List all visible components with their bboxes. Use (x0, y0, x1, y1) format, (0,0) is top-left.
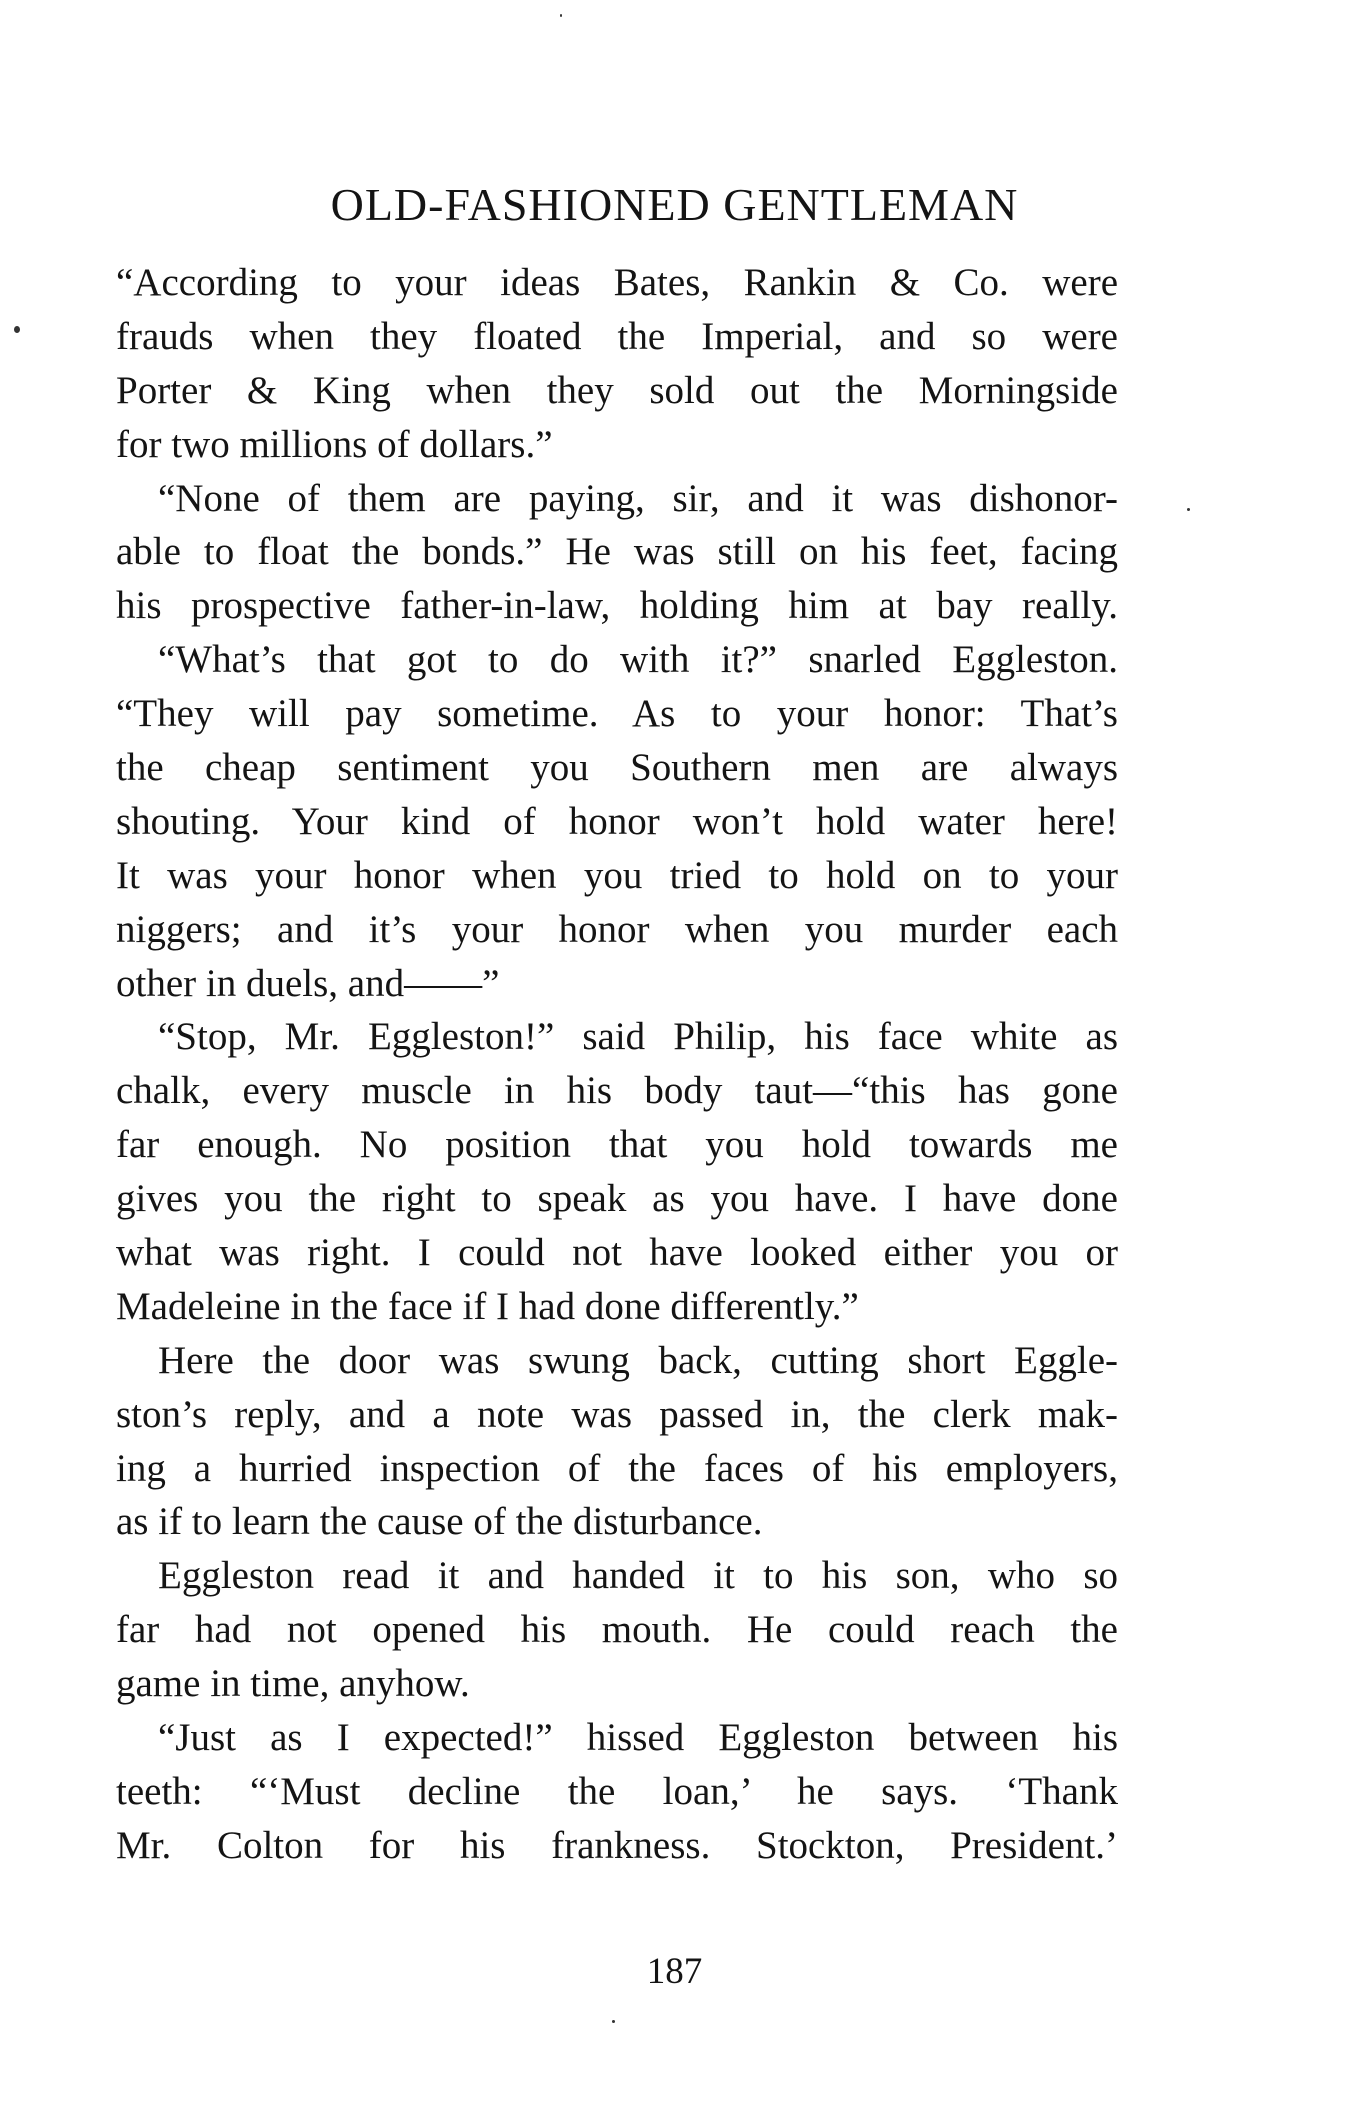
scan-speck (560, 14, 562, 17)
text-line: far had not opened his mouth. He could reach the (116, 1608, 1118, 1652)
text-line: “They will pay sometime. As to your honor: That’s (116, 692, 1118, 736)
text-line: ston’s reply, and a note was passed in, the clerk mak- (116, 1392, 1118, 1436)
text-line: able to float the bonds.” He was still on his feet, facing (116, 530, 1118, 574)
text-line: for two millions of dollars.” (116, 422, 553, 466)
text-line: “According to your ideas Bates, Rankin & Co. were (116, 261, 1118, 304)
body-text (116, 256, 1118, 1873)
text-line: “Just as I expected!” hissed Eggleston between his (158, 1716, 1118, 1760)
text-line: the cheap sentiment you Southern men are always (116, 746, 1118, 790)
text-line: “Stop, Mr. Eggleston!” said Philip, his face white as (158, 1015, 1118, 1059)
text-line: frauds when they floated the Imperial, and so were (116, 314, 1118, 358)
text-line: game in time, anyhow. (116, 1662, 470, 1706)
text-line: niggers; and it’s your honor when you murder each (116, 907, 1118, 951)
text-line: “What’s that got to do with it?” snarled Eggleston. (158, 638, 1118, 682)
scan-speck (14, 326, 20, 333)
text-line: “None of them are paying, sir, and it was dishonor- (158, 476, 1118, 520)
text-line: It was your honor when you tried to hold on to your (116, 853, 1118, 897)
text-line: chalk, every muscle in his body taut—“this has gone (116, 1069, 1118, 1113)
text-line: Here the door was swung back, cutting short Eggle- (158, 1338, 1118, 1382)
text-line: what was right. I could not have looked either you or (116, 1231, 1118, 1275)
text-line: his prospective father-in-law, holding him at bay really. (116, 584, 1118, 628)
text-line: Madeleine in the face if I had done differently.” (116, 1284, 859, 1328)
scan-speck (1187, 508, 1190, 511)
text-line: Eggleston read it and handed it to his son, who so (158, 1554, 1118, 1598)
text-line: Mr. Colton for his frankness. Stockton, President.’ (116, 1823, 1118, 1867)
text-line: teeth: “‘Must decline the loan,’ he says. ‘Thank (116, 1769, 1118, 1813)
running-head: OLD-FASHIONED GENTLEMAN (330, 179, 1019, 230)
text-line: far enough. No position that you hold towards me (116, 1123, 1118, 1167)
page-number: 187 (646, 1951, 703, 1992)
text-line: as if to learn the cause of the disturbance. (116, 1500, 763, 1544)
text-line: other in duels, and——” (116, 961, 500, 1005)
text-line: shouting. Your kind of honor won’t hold water here! (116, 799, 1118, 843)
scan-speck (612, 2020, 615, 2023)
text-line: Porter & King when they sold out the Morningside (116, 368, 1118, 412)
text-line: gives you the right to speak as you have. I have done (116, 1177, 1118, 1221)
text-line: ing a hurried inspection of the faces of his employers, (116, 1446, 1118, 1490)
